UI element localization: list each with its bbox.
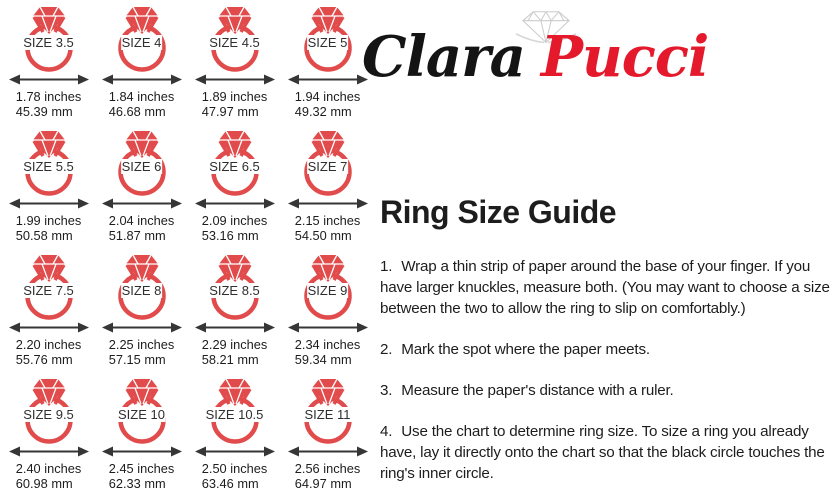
ring-size-cell [188, 4, 281, 128]
ring-size-label: SIZE 10 [118, 407, 165, 422]
measurements [109, 338, 174, 367]
inches-value: 2.45 inches [108, 461, 175, 476]
page-title: Ring Size Guide [380, 194, 617, 230]
diameter-arrow-icon [9, 445, 89, 458]
ring-icon [195, 376, 275, 444]
measurements [16, 214, 81, 243]
diameter-arrow-icon [288, 445, 368, 458]
ring-icon [288, 128, 368, 196]
measurements [295, 214, 360, 243]
ring-icon [195, 252, 275, 320]
ring-size-cell [281, 252, 374, 376]
mm-value: 53.16 mm [201, 227, 259, 243]
inches-value: 2.25 inches [108, 337, 175, 352]
inches-value: 2.56 inches [294, 461, 361, 476]
measurements [202, 90, 267, 119]
instruction-step [380, 256, 830, 319]
step-number: 2. [380, 341, 393, 358]
diameter-arrow-icon [288, 73, 368, 86]
ring-size-cell [2, 128, 95, 252]
measurements [202, 462, 267, 491]
mm-value: 51.87 mm [108, 227, 166, 243]
ring-size-label: SIZE 9.5 [23, 407, 74, 422]
step-number: 4. [380, 423, 393, 440]
step-text: Wrap a thin strip of paper around the base of your finger. If you have larger knuckles, measure both. (You may want to choose a size between the two to allow the ring to slip on comfortably.) [380, 258, 830, 317]
mm-value: 45.39 mm [15, 103, 73, 119]
inches-value: 2.40 inches [15, 461, 82, 476]
inches-value: 2.15 inches [294, 213, 361, 228]
ring-size-label: SIZE 8.5 [209, 283, 260, 298]
measurements [16, 338, 81, 367]
ring-size-chart [2, 4, 374, 500]
measurements [295, 90, 360, 119]
ring-size-cell [95, 252, 188, 376]
diameter-arrow-icon [195, 197, 275, 210]
step-number: 1. [380, 258, 393, 275]
diameter-arrow-icon [102, 73, 182, 86]
measurements [109, 462, 174, 491]
inches-value: 2.20 inches [15, 337, 82, 352]
measurements [16, 90, 81, 119]
ring-size-cell [281, 4, 374, 128]
inches-value: 1.78 inches [15, 89, 82, 104]
ring-icon [288, 4, 368, 72]
step-text: Use the chart to determine ring size. To size a ring you already have, lay it directly onto the chart so that the black circle touches the ring's inner circle. [380, 423, 825, 482]
diameter-arrow-icon [9, 321, 89, 334]
diameter-arrow-icon [102, 321, 182, 334]
ring-size-label: SIZE 5 [307, 35, 348, 50]
diameter-arrow-icon [9, 197, 89, 210]
ring-size-cell [188, 376, 281, 500]
ring-size-cell [95, 128, 188, 252]
guide-section [380, 194, 830, 501]
ring-icon [102, 252, 182, 320]
measurements [202, 338, 267, 367]
ring-size-label: SIZE 10.5 [205, 407, 264, 422]
ring-icon [288, 376, 368, 444]
measurements [295, 462, 360, 491]
diameter-arrow-icon [102, 445, 182, 458]
instruction-step [380, 339, 830, 360]
mm-value: 50.58 mm [15, 227, 73, 243]
ring-icon [9, 252, 89, 320]
inches-value: 2.09 inches [201, 213, 268, 228]
mm-value: 47.97 mm [201, 103, 259, 119]
diameter-arrow-icon [102, 197, 182, 210]
mm-value: 63.46 mm [201, 475, 259, 491]
mm-value: 60.98 mm [15, 475, 73, 491]
diameter-arrow-icon [288, 321, 368, 334]
diameter-arrow-icon [288, 197, 368, 210]
ring-size-label: SIZE 5.5 [23, 159, 74, 174]
diameter-arrow-icon [195, 321, 275, 334]
brand-name-first: Clara [362, 24, 525, 90]
ring-size-label: SIZE 7 [307, 159, 348, 174]
mm-value: 62.33 mm [108, 475, 166, 491]
inches-value: 2.50 inches [201, 461, 268, 476]
inches-value: 1.99 inches [15, 213, 82, 228]
inches-value: 1.94 inches [294, 89, 361, 104]
brand-name-second: Pucci [540, 24, 709, 90]
inches-value: 1.89 inches [201, 89, 268, 104]
ring-icon [9, 128, 89, 196]
measurements [109, 214, 174, 243]
mm-value: 59.34 mm [294, 351, 352, 367]
inches-value: 1.84 inches [108, 89, 175, 104]
diameter-arrow-icon [195, 73, 275, 86]
mm-value: 49.32 mm [294, 103, 352, 119]
ring-size-cell [188, 252, 281, 376]
ring-size-cell [2, 4, 95, 128]
instructions-list [380, 256, 830, 484]
measurements [16, 462, 81, 491]
measurements [295, 338, 360, 367]
step-number: 3. [380, 382, 393, 399]
mm-value: 57.15 mm [108, 351, 166, 367]
inches-value: 2.34 inches [294, 337, 361, 352]
ring-size-label: SIZE 4 [121, 35, 162, 50]
ring-icon [195, 128, 275, 196]
step-text: Measure the paper's distance with a ruler. [401, 382, 674, 399]
ring-size-cell [188, 128, 281, 252]
instruction-step [380, 421, 830, 484]
diameter-arrow-icon [9, 73, 89, 86]
ring-size-cell [95, 376, 188, 500]
diameter-arrow-icon [195, 445, 275, 458]
ring-size-label: SIZE 9 [307, 283, 348, 298]
mm-value: 58.21 mm [201, 351, 259, 367]
measurements [109, 90, 174, 119]
ring-icon [102, 4, 182, 72]
mm-value: 55.76 mm [15, 351, 73, 367]
ring-icon [9, 4, 89, 72]
brand-logo [362, 24, 782, 106]
ring-size-label: SIZE 11 [304, 407, 351, 422]
ring-size-label: SIZE 4.5 [209, 35, 260, 50]
ring-size-cell [2, 376, 95, 500]
ring-size-cell [2, 252, 95, 376]
inches-value: 2.29 inches [201, 337, 268, 352]
ring-icon [102, 376, 182, 444]
ring-icon [102, 128, 182, 196]
ring-icon [9, 376, 89, 444]
ring-size-label: SIZE 3.5 [23, 35, 74, 50]
ring-size-label: SIZE 6 [121, 159, 162, 174]
ring-size-label: SIZE 8 [121, 283, 162, 298]
ring-icon [288, 252, 368, 320]
brand-name [362, 24, 708, 90]
ring-size-cell [281, 128, 374, 252]
ring-icon [195, 4, 275, 72]
mm-value: 54.50 mm [294, 227, 352, 243]
step-text: Mark the spot where the paper meets. [401, 341, 650, 358]
ring-size-label: SIZE 6.5 [209, 159, 260, 174]
instruction-step [380, 380, 830, 401]
ring-size-cell [281, 376, 374, 500]
inches-value: 2.04 inches [108, 213, 175, 228]
measurements [202, 214, 267, 243]
ring-size-cell [95, 4, 188, 128]
ring-size-label: SIZE 7.5 [23, 283, 74, 298]
mm-value: 46.68 mm [108, 103, 166, 119]
mm-value: 64.97 mm [294, 475, 352, 491]
